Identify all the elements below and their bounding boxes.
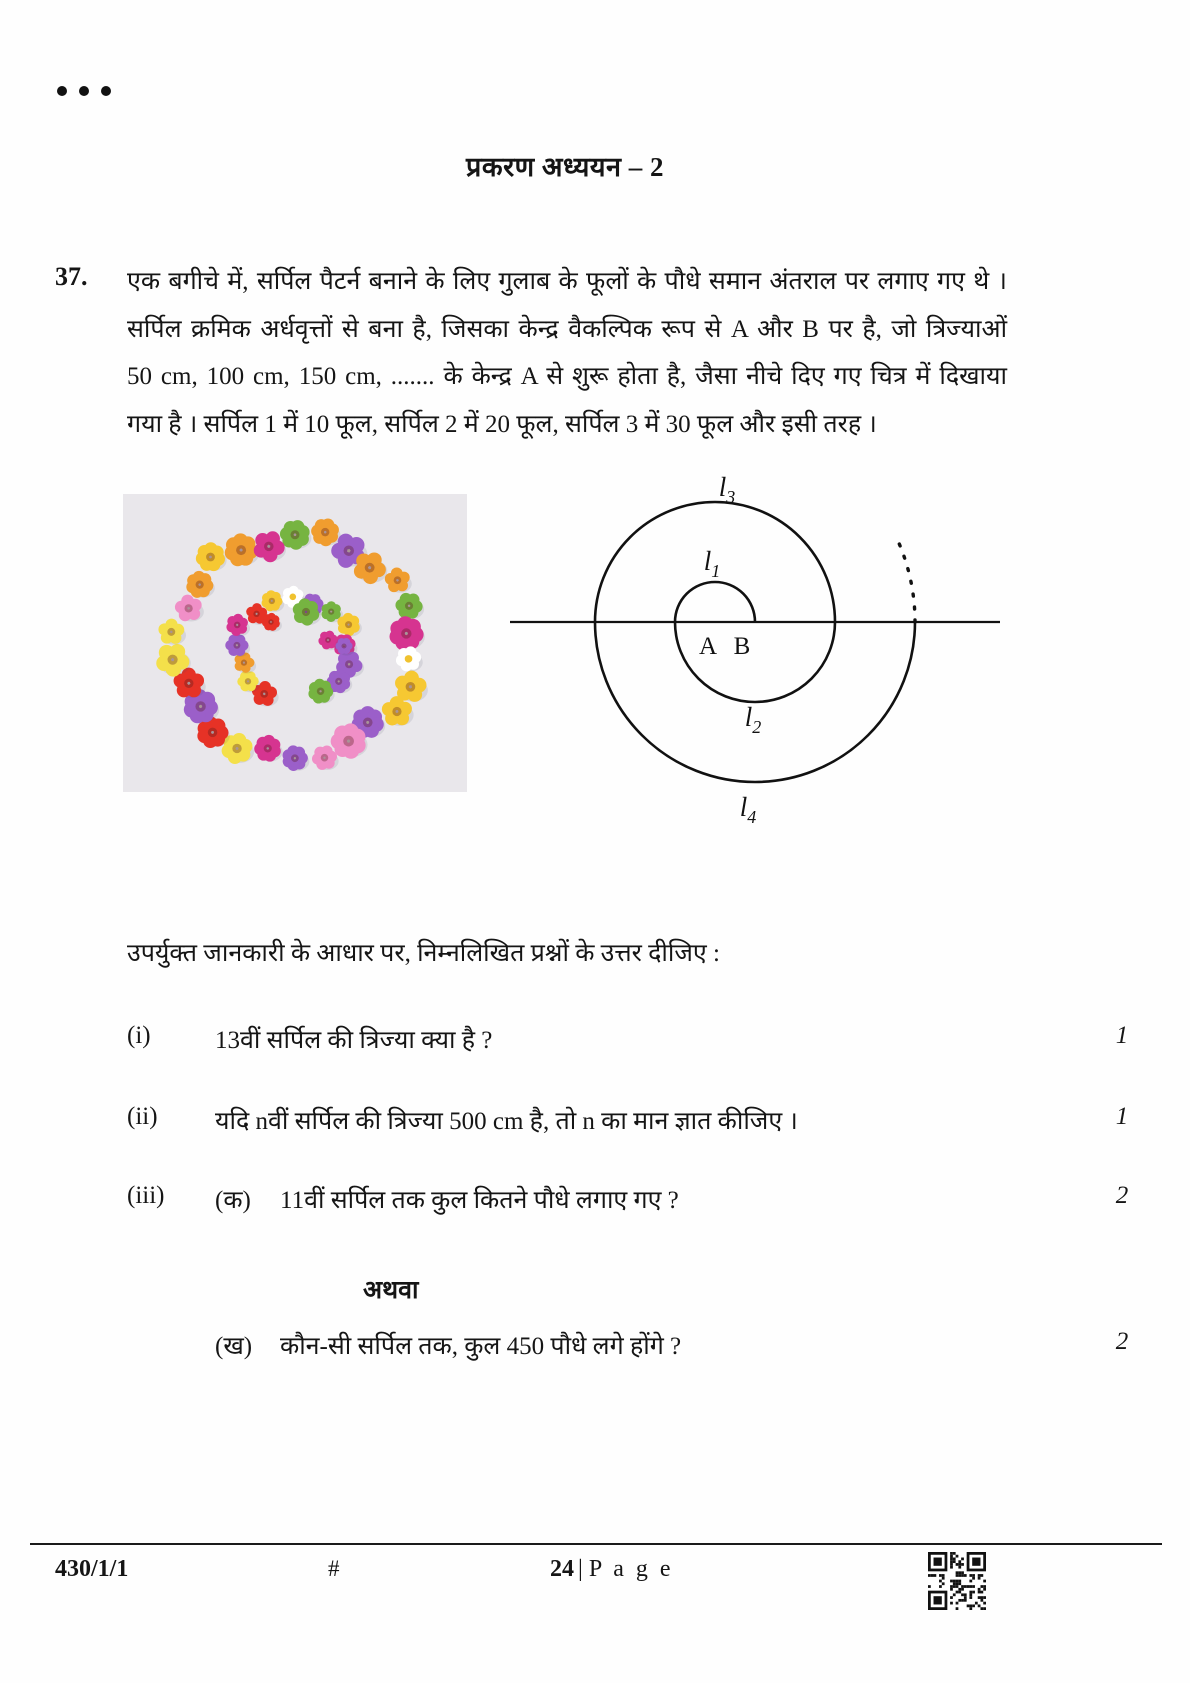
footer-hash: # [328, 1556, 340, 1581]
semicircle-l1 [675, 582, 755, 622]
label-l2: $l_2$ [744, 702, 762, 737]
page-number: 24 [550, 1556, 574, 1582]
dot-icon [57, 86, 67, 96]
corner-dots [57, 86, 111, 96]
footer-divider [30, 1543, 1162, 1545]
dot-icon [79, 86, 89, 96]
subquestion-text: कौन-सी सर्पिल तक, कुल 450 पौधे लगे होंगे ? [280, 1333, 682, 1360]
instruction-text: उपर्युक्त जानकारी के आधार पर, निम्नलिखित प्रश्नों के उत्तर दीजिए : [127, 940, 720, 967]
label-center-b: B [733, 633, 751, 660]
page-separator: | [578, 1556, 583, 1582]
subquestion-text: यदि nवीं सर्पिल की त्रिज्या 500 cm है, तो n का मान ज्ञात कीजिए । [215, 1108, 798, 1135]
label-l4: $l_4$ [739, 792, 757, 827]
page-word: P a g e [588, 1556, 674, 1582]
spiral-diagram [490, 470, 1020, 830]
question-number: 37. [55, 262, 88, 291]
subquestion-option-label: (ख) [215, 1333, 253, 1360]
dot-icon [101, 86, 111, 96]
subquestion-text: 11वीं सर्पिल तक कुल कितने पौधे लगाए गए ? [280, 1187, 679, 1214]
marks-value: 1 [1115, 1022, 1129, 1049]
paper-code: 430/1/1 [55, 1556, 129, 1582]
subquestion-numeral: (ii) [127, 1103, 158, 1130]
subquestion-numeral: (i) [127, 1022, 151, 1049]
subquestion-numeral: (iii) [127, 1182, 165, 1209]
or-separator: अथवा [363, 1277, 419, 1304]
flower-spiral-photo-svg [123, 494, 467, 792]
question-line: 50 cm, 100 cm, 150 cm, ....... के केन्द्र A से शुरू होता है, जैसा नीचे दिए गए चित्र में दिखाया [127, 363, 1007, 390]
question-line: सर्पिल क्रमिक अर्धवृत्तों से बना है, जिसका केन्द्र वैकल्पिक रूप से A और B पर है, जो त्रिज्याओं [127, 315, 1007, 343]
marks-value: 2 [1115, 1328, 1129, 1355]
spiral-continuation-dotted [898, 541, 915, 622]
page-indicator [550, 1556, 674, 1583]
flower-spiral-photo [123, 494, 467, 792]
question-line: गया है । सर्पिल 1 में 10 फूल, सर्पिल 2 में 20 फूल, सर्पिल 3 में 30 फूल और इसी तरह । [127, 410, 877, 438]
section-title: प्रकरण अध्ययन – 2 [466, 152, 664, 182]
label-l1: $l_1$ [703, 546, 721, 581]
marks-value: 2 [1115, 1182, 1129, 1209]
label-l3: $l_3$ [718, 472, 736, 507]
qr-code [928, 1552, 986, 1610]
question-text [127, 258, 1007, 448]
question-line: एक बगीचे में, सर्पिल पैटर्न बनाने के लिए गुलाब के फूलों के पौधे समान अंतराल पर लगाए गए थे । [127, 268, 1007, 295]
subquestion-option-label: (क) [215, 1187, 251, 1214]
marks-value: 1 [1115, 1103, 1129, 1130]
subquestion-text: 13वीं सर्पिल की त्रिज्या क्या है ? [215, 1027, 493, 1054]
label-center-a: A [698, 633, 718, 660]
